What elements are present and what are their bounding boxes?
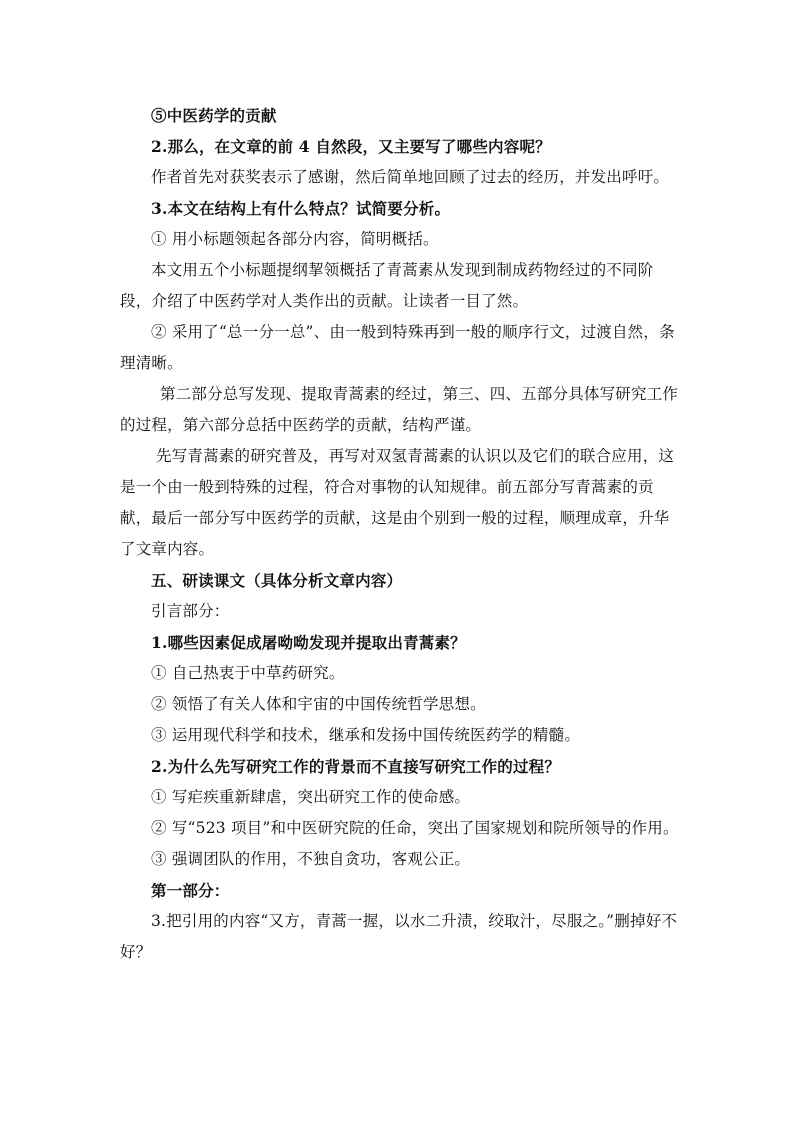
question-3-quotation: 3.把引用的内容“又方，青蒿一握，以水二升渍，绞取汁，尽服之。”删掉好不好？ — [120, 912, 678, 961]
factor-3: ③ 运用现代科学和技术，继承和发扬中国传统医药学的精髓。 — [151, 726, 581, 744]
reason-2: ② 写“523 项目”和中医研究院的任命，突出了国家规划和院所领导的作用。 — [151, 819, 679, 837]
answer-2-paragraph: 作者首先对获奖表示了感谢，然后简单地回顾了过去的经历，并发出呼吁。 — [151, 168, 670, 186]
reason-3: ③ 强调团队的作用，不独自贪功，客观公正。 — [151, 850, 471, 868]
point-2-order: ② 采用了“总一分一总”、由一般到特殊再到一般的顺序行文，过渡自然，条理清晰。 — [120, 323, 675, 372]
reason-1: ① 写疟疾重新肆虐，突出研究工作的使命感。 — [151, 788, 471, 806]
question-1-factors: 1.哪些因素促成屠呦呦发现并提取出青蒿素？ — [151, 633, 466, 652]
point-1-subheadings: ① 用小标题领起各部分内容，简明概括。 — [151, 230, 439, 248]
section-heading-study-text: 五、研读课文（具体分析文章内容） — [151, 571, 403, 590]
point-1-explanation: 本文用五个小标题提纲挈领概括了青蒿素从发现到制成药物经过的不同阶段，介绍了中医药学对人类作出的贡献。让读者一目了然。 — [120, 261, 654, 310]
point-2-explanation-general-special: 先写青蒿素的研究普及，再写对双氢青蒿素的认识以及它们的联合应用，这是一个由一般到特殊的过程，符合对事物的认知规律。前五部分写青蒿素的贡献，最后一部分写中医药学的贡献，这是由个别到一般的过程，顺理成章，升华了文章内容。 — [120, 447, 675, 558]
question-2-first-paragraphs: 2.那么，在文章的前 4 自然段，又主要写了哪些内容呢？ — [151, 137, 551, 156]
subheading-part-one: 第一部分： — [151, 881, 230, 900]
document-body — [120, 100, 680, 968]
factor-2: ② 领悟了有关人体和宇宙的中国传统哲学思想。 — [151, 695, 486, 713]
question-3-structure: 3.本文在结构上有什么特点？试简要分析。 — [151, 199, 451, 218]
factor-1: ① 自己热衷于中草药研究。 — [151, 664, 345, 682]
section-heading-tcm-contribution: ⑤中医药学的贡献 — [151, 106, 277, 125]
question-2-background: 2.为什么先写研究工作的背景而不直接写研究工作的过程？ — [151, 757, 561, 776]
point-2-explanation-parts: 第二部分总写发现、提取青蒿素的经过，第三、四、五部分具体写研究工作的过程，第六部分总括中医药学的贡献，结构严谨。 — [120, 385, 679, 434]
subheading-introduction: 引言部分： — [151, 602, 230, 620]
